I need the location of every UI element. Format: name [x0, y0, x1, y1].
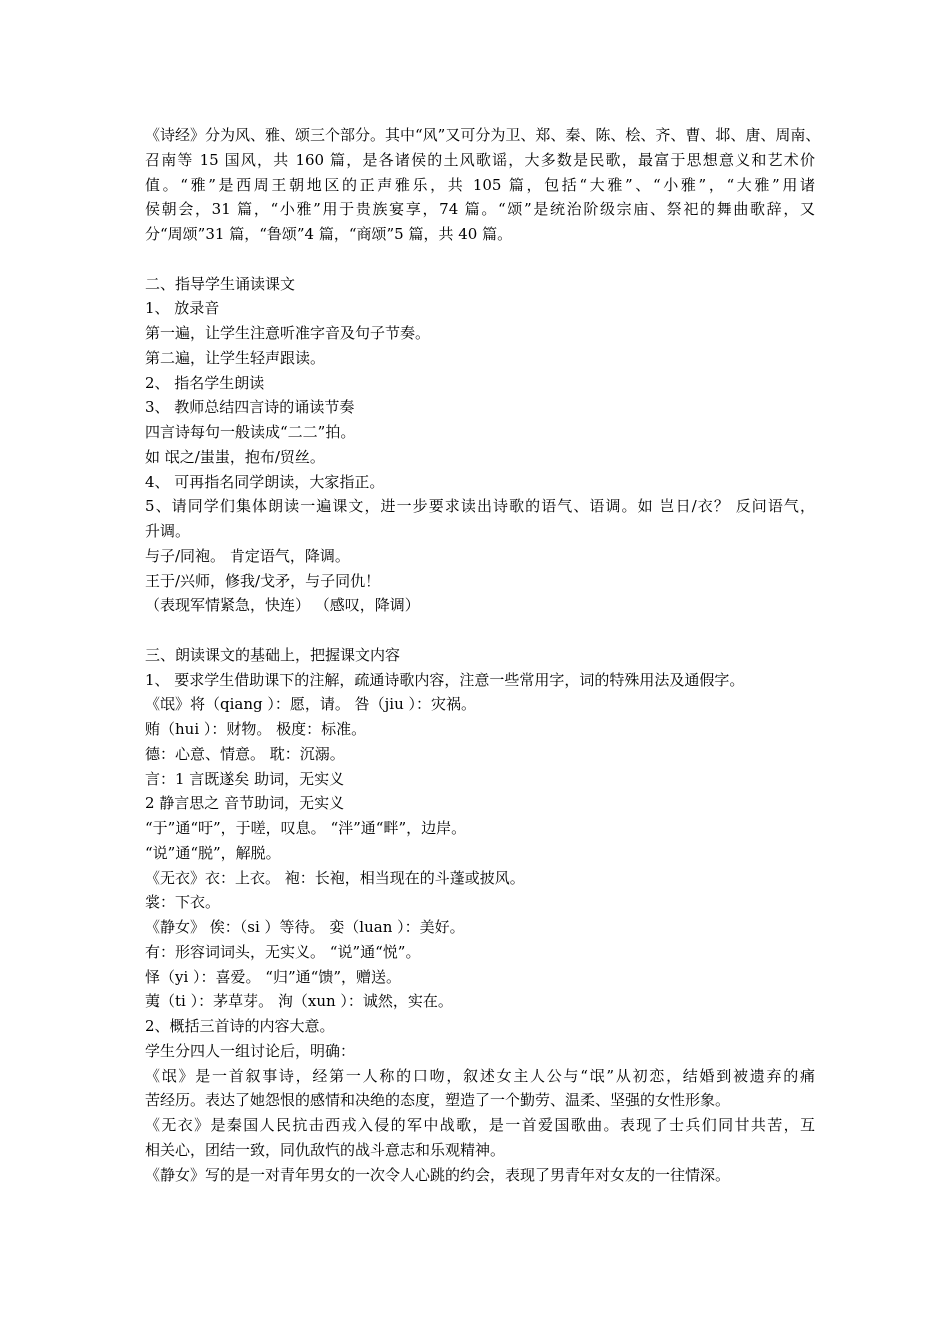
section-3-line: “说”通“脱”，解脱。 [145, 843, 281, 862]
paragraph-spacer [145, 618, 815, 643]
section-3-line: 荑（ti ）：茅草芽。 洵（xun ）：诚然，实在。 [145, 992, 453, 1011]
section-3-line: 裳：下衣。 [145, 893, 221, 912]
paragraph-spacer [145, 247, 815, 272]
intro-paragraph [145, 123, 821, 247]
section-2-line: 王于/兴师，修我/戈矛，与子同仇！ [145, 571, 381, 590]
intro-line: 值。“雅”是西周王朝地区的正声雅乐，共 105 篇，包括“大雅”、“小雅”，“大雅”用诸 [145, 175, 815, 194]
section-3-line: 《无衣》是秦国人民抗击西戎入侵的军中战歌，是一首爱国歌曲。表现了士兵们同甘共苦，互 [145, 1116, 815, 1134]
intro-line: 召南等 15 国风，共 160 篇，是各诸侯的土风歌谣，大多数是民歌，最富于思想意义和艺术价 [145, 150, 815, 169]
section-2-heading: 二、指导学生诵读课文 [145, 274, 296, 293]
section-3-line: 《无衣》衣：上衣。 袍：长袍，相当现在的斗蓬或披风。 [145, 868, 525, 887]
section-3-line: 2、概括三首诗的内容大意。 [145, 1017, 335, 1035]
section-3-line: 相关心，团结一致，同仇敌忾的战斗意志和乐观精神。 [145, 1140, 506, 1159]
section-2-line: 第一遍，让学生注意听准字音及句子节奏。 [145, 324, 431, 342]
intro-line: 分“周颂”31 篇，“鲁颂”4 篇，“商颂”5 篇，共 40 篇。 [145, 225, 513, 243]
section-2-line: （表现军情紧急，快连） （感叹，降调） [145, 596, 420, 615]
section-2-line: 3、 教师总结四言诗的诵读节奏 [145, 398, 355, 417]
section-3-line: 1、 要求学生借助课下的注解，疏通诗歌内容，注意一些常用字，词的特殊用法及通假字。 [145, 670, 745, 689]
section-2-line: 升调。 [145, 522, 191, 540]
section-3-line: 《氓》是一首叙事诗，经第一人称的口吻，叙述女主人公与“氓”从初恋，结婚到被遗弃的痛 [145, 1066, 815, 1085]
section-2-line: 第二遍，让学生轻声跟读。 [145, 348, 326, 367]
section-2-line: 1、 放录音 [145, 299, 220, 318]
section-3-heading: 三、朗读课文的基础上，把握课文内容 [145, 645, 401, 664]
section-3-line: 《静女》 俟：（si ）等待。 娈（luan ）：美好。 [145, 918, 465, 936]
section-3 [145, 643, 815, 1188]
section-2-line: 与子/同袍。 肯定语气，降调。 [145, 546, 350, 565]
section-3-line: 2 静言思之 音节助词，无实义 [145, 794, 345, 813]
document-page [145, 123, 821, 1187]
section-2-line: 四言诗每句一般读成“二二”拍。 [145, 423, 356, 441]
section-3-line: 怿（yi ）：喜爱。 “归”通“馈”，赠送。 [145, 967, 401, 986]
section-3-line: 《氓》将（qiang ）：愿，请。 咎（jiu ）：灾祸。 [145, 695, 477, 714]
section-3-line: “于”通“吁”，于嗟，叹息。 “泮”通“畔”，边岸。 [145, 819, 467, 837]
section-3-line: 贿（hui ）：财物。 极度：标准。 [145, 720, 367, 738]
section-3-line: 言：1 言既遂矣 助词，无实义 [145, 769, 345, 788]
section-3-line: 苦经历。表达了她怨恨的感情和决绝的态度，塑造了一个勤劳、温柔、坚强的女性形象。 [145, 1091, 731, 1110]
section-2 [145, 272, 815, 619]
section-3-line: 有：形容词词头，无实义。 “说”通“悦”。 [145, 942, 421, 961]
section-3-line: 《静女》写的是一对青年男女的一次令人心跳的约会，表现了男青年对女友的一往情深。 [145, 1165, 731, 1184]
section-2-line: 2、 指名学生朗读 [145, 373, 265, 392]
intro-line: 《诗经》分为风、雅、颂三个部分。其中“风”又可分为卫、郑、秦、陈、桧、齐、曹、邶、唐、周南、 [145, 126, 821, 144]
section-3-line: 德：心意、情意。 耽：沉溺。 [145, 744, 345, 763]
section-2-line: 4、 可再指名同学朗读，大家指正。 [145, 472, 385, 491]
intro-line: 侯朝会，31 篇，“小雅”用于贵族宴享，74 篇。“颂”是统治阶级宗庙、祭祀的舞曲歌辞，又 [145, 200, 815, 219]
section-2-line: 5、请同学们集体朗读一遍课文，进一步要求读出诗歌的语气、语调。如 岂日/衣？ 反问语气， [145, 497, 815, 516]
section-2-line: 如 氓之/蚩蚩，抱布/贸丝。 [145, 447, 325, 466]
section-3-line: 学生分四人一组讨论后，明确： [145, 1041, 356, 1060]
